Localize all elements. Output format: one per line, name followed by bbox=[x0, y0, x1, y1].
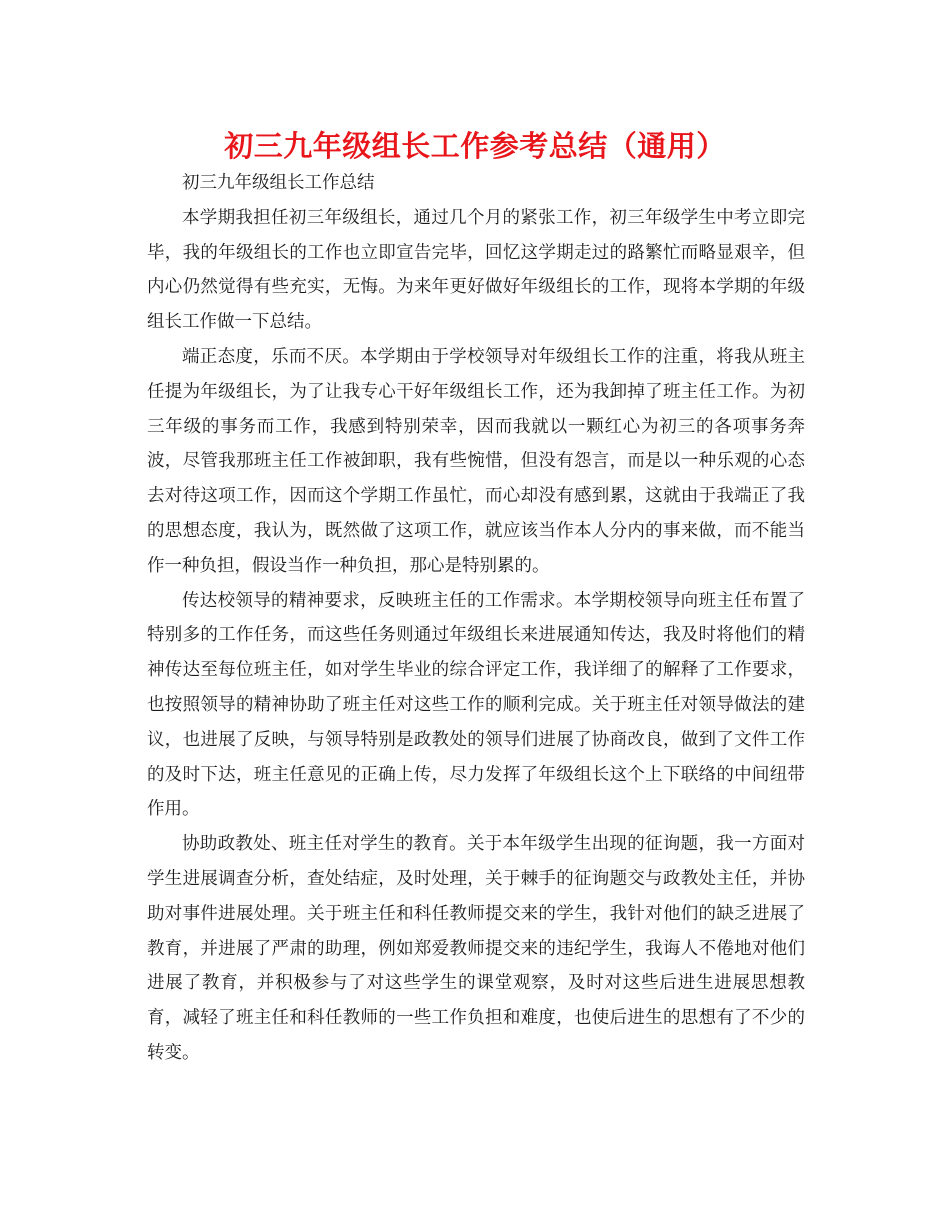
attitude-paragraph: 端正态度，乐而不厌。本学期由于学校领导对年级组长工作的注重，将我从班主任提为年级组长，为了让我专心干好年级组长工作，还为我卸掉了班主任工作。为初三年级的事务而工作，我感到特别荣幸，因而我就以一颗红心为初三的各项事务奔波，尽管我那班主任工作被卸职，我有些惋惜，但没有怨言，而是以一种乐观的心态去对待这项工作，因而这个学期工作虽忙，而心却没有感到累，这就由于我端正了我的思想态度，我认为，既然做了这项工作，就应该当作本人分内的事来做，而不能当作一种负担，假设当作一种负担，那心是特别累的。 bbox=[147, 346, 805, 576]
document-body bbox=[147, 166, 805, 1071]
document-title: 初三九年级组长工作参考总结（通用） bbox=[224, 129, 726, 163]
communication-paragraph: 传达校领导的精神要求，反映班主任的工作需求。本学期校领导向班主任布置了特别多的工作任务，而这些任务则通过年级组长来进展通知传达，我及时将他们的精神传达至每位班主任，如对学生毕业的综合评定工作，我详细了的解释了工作要求，也按照领导的精神协助了班主任对这些工作的顺利完成。关于班主任对领导做法的建议，也进展了反映，与领导特别是政教处的领导们进展了协商改良，做到了文件工作的及时下达，班主任意见的正确上传，尽力发挥了年级组长这个上下联络的中间纽带作用。 bbox=[147, 590, 805, 820]
subtitle-paragraph: 初三九年级组长工作总结 bbox=[182, 173, 375, 193]
student-education-paragraph: 协助政教处、班主任对学生的教育。关于本年级学生出现的征询题，我一方面对学生进展调查分析，查处结症，及时处理，关于棘手的征询题交与政教处主任，并协助对事件进展处理。关于班主任和科任教师提交来的学生，我针对他们的缺乏进展了教育，并进展了严肃的助理，例如郑爱教师提交来的违纪学生，我诲人不倦地对他们进展了教育，并积极参与了对这些学生的课堂观察，及时对这些后进生进展思想教育，减轻了班主任和科任教师的一些工作负担和难度，也使后进生的思想有了不少的转变。 bbox=[147, 834, 805, 1063]
intro-paragraph: 本学期我担任初三年级组长，通过几个月的紧张工作，初三年级学生中考立即完毕，我的年级组长的工作也立即宣告完毕，回忆这学期走过的路繁忙而略显艰辛，但内心仍然觉得有些充实，无悔。为来年更好做好年级组长的工作，现将本学期的年级组长工作做一下总结。 bbox=[147, 207, 805, 333]
